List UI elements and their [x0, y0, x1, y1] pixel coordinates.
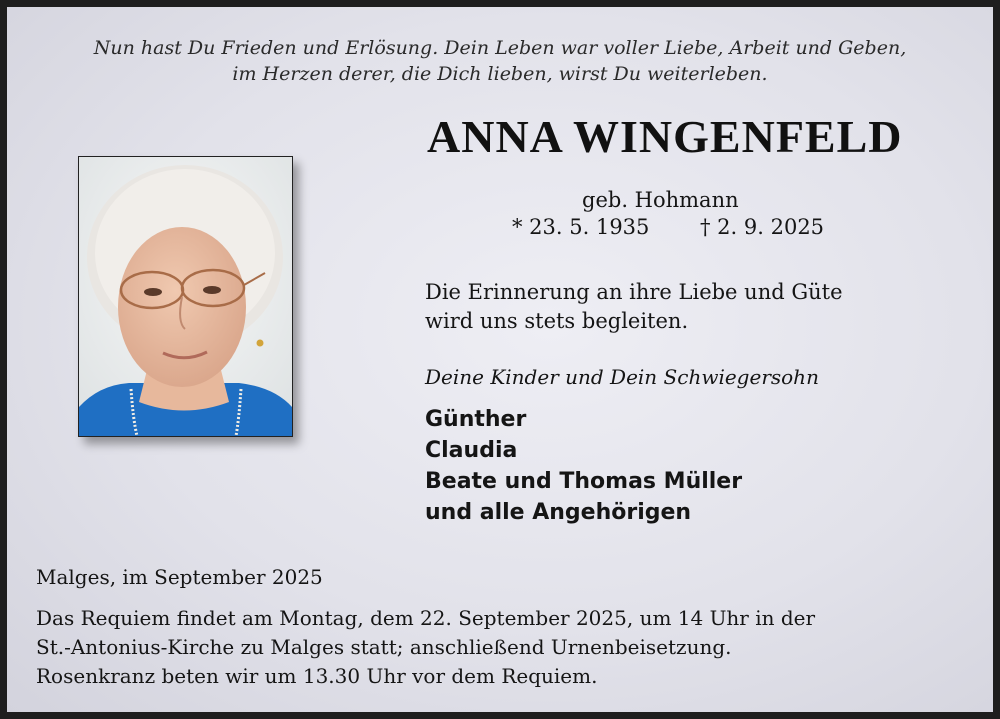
- quote-line: wird uns stets begleiten.: [425, 309, 689, 333]
- quote: [425, 278, 843, 336]
- family-member: Claudia: [425, 438, 518, 463]
- family-member: und alle Angehörigen: [425, 500, 692, 525]
- birth-date: * 23. 5. 1935: [512, 215, 650, 239]
- service-info-line: Das Requiem findet am Montag, dem 22. September 2025, um 14 Uhr in der: [36, 606, 816, 630]
- place-date: Malges, im September 2025: [36, 565, 323, 589]
- family-list: [425, 404, 742, 528]
- birth-name: geb. Hohmann: [582, 188, 739, 212]
- service-info: [36, 604, 815, 691]
- signoff: Deine Kinder und Dein Schwiegersohn: [425, 365, 819, 389]
- service-info-line: St.-Antonius-Kirche zu Malges statt; anschließend Urnenbeisetzung.: [36, 635, 732, 659]
- family-member: Günther: [425, 407, 527, 432]
- obituary-card: [7, 7, 993, 712]
- family-member: Beate und Thomas Müller: [425, 469, 743, 494]
- motto-line: Nun hast Du Frieden und Erlösung. Dein Leben war voller Liebe, Arbeit und Geben,: [93, 37, 907, 59]
- death-date: † 2. 9. 2025: [700, 215, 825, 239]
- motto-line: im Herzen derer, die Dich lieben, wirst Du weiterleben.: [232, 63, 768, 85]
- portrait-photo: [78, 156, 293, 437]
- deceased-name: ANNA WINGENFELD: [427, 111, 903, 162]
- service-info-line: Rosenkranz beten wir um 13.30 Uhr vor dem Requiem.: [36, 664, 598, 688]
- quote-line: Die Erinnerung an ihre Liebe und Güte: [425, 280, 843, 304]
- motto: [7, 35, 993, 87]
